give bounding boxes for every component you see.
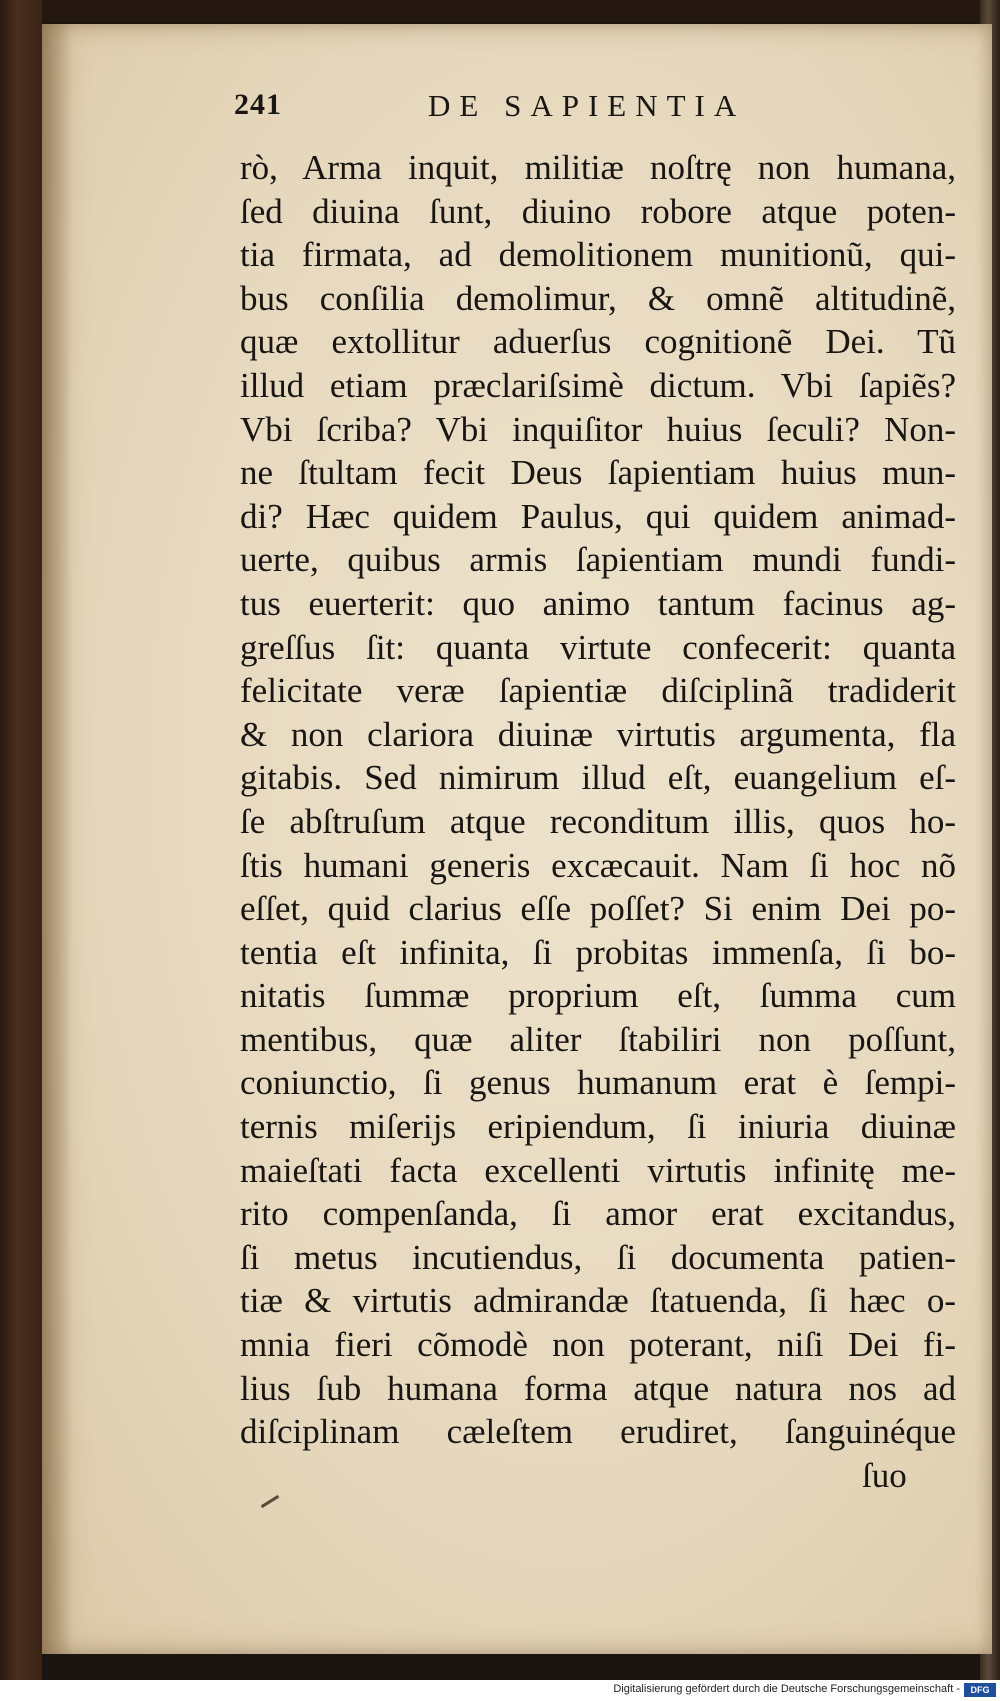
book-page: [42, 24, 992, 1654]
text-line: eſſet, quid clarius eſſe poſſet? Si enim Dei po-: [240, 889, 956, 929]
text-line: ſe abſtruſum atque reconditum illis, quos ho-: [240, 801, 956, 841]
text-line: diſciplinam cæleſtem erudiret, ſanguinéque: [240, 1412, 956, 1452]
text-line: ſi metus incutiendus, ſi documenta patien-: [240, 1237, 956, 1277]
scan-top-edge: [0, 0, 1000, 22]
text-line: illud etiam præclariſsimè dictum. Vbi ſapiẽs?: [240, 365, 956, 405]
text-line: mnia fieri cõmodè non poterant, niſi Dei fi-: [240, 1325, 956, 1365]
dfg-logo: DFG: [964, 1683, 996, 1697]
pen-mark: [261, 1495, 280, 1508]
page-number: 241: [234, 88, 282, 121]
text-line: di? Hæc quidem Paulus, qui quidem animad-: [240, 496, 956, 536]
text-line: nitatis ſummæ proprium eſt, ſumma cum: [240, 976, 956, 1016]
text-line: & non clariora diuinæ virtutis argumenta, fla: [240, 714, 956, 754]
text-line: uerte, quibus armis ſapientiam mundi fundi-: [240, 540, 956, 580]
page-header: [42, 88, 992, 138]
text-line: ſtis humani generis excæcauit. Nam ſi hoc nõ: [240, 845, 956, 885]
text-line: ſed diuina ſunt, diuino robore atque poten-: [240, 191, 956, 231]
text-line: greſſus ſit: quanta virtute confecerit: quanta: [240, 627, 956, 667]
text-line: coniunctio, ſi genus humanum erat è ſempi-: [240, 1063, 956, 1103]
text-line: lius ſub humana forma atque natura nos ad: [240, 1368, 956, 1408]
text-line: tia firmata, ad demolitionem munitionũ, qui-: [240, 235, 956, 275]
funding-credit: Digitalisierung gefördert durch die Deutsche Forschungsgemeinschaft -: [613, 1683, 960, 1695]
text-line: rò, Arma inquit, militiæ noſtrę non humana,: [240, 148, 956, 187]
text-line: rito compenſanda, ſi amor erat excitandus,: [240, 1194, 956, 1234]
gutter-shadow: [42, 24, 72, 1654]
text-line: ternis miſerijs eripiendum, ſi iniuria diuinæ: [240, 1107, 956, 1147]
text-line: felicitate veræ ſapientiæ diſciplinã tradiderit: [240, 671, 956, 711]
text-line: maieſtati facta excellenti virtutis infinitę me-: [240, 1150, 956, 1190]
text-line: tentia eſt infinita, ſi probitas immenſa, ſi bo-: [240, 932, 956, 972]
text-line: mentibus, quæ aliter ſtabiliri non poſſunt,: [240, 1019, 956, 1059]
book-binding: [0, 0, 42, 1701]
text-line: bus conſilia demolimur, & omnẽ altitudinẽ,: [240, 278, 956, 318]
digitization-footer: [0, 1680, 1000, 1701]
text-line: tiæ & virtutis admirandæ ſtatuenda, ſi hæc o-: [240, 1281, 956, 1321]
running-title: DE SAPIENTIA: [428, 88, 746, 123]
text-line: quæ extollitur aduerſus cognitionẽ Dei. Tũ: [240, 322, 956, 362]
text-line: gitabis. Sed nimirum illud eſt, euangelium eſ-: [240, 758, 956, 798]
catchword: ſuo: [862, 1456, 907, 1495]
text-line: ne ſtultam fecit Deus ſapientiam huius mun-: [240, 453, 956, 493]
text-line: Vbi ſcriba? Vbi inquiſitor huius ſeculi? Non-: [240, 409, 956, 449]
body-text: [240, 146, 956, 1454]
text-line: tus euerterit: quo animo tantum facinus ag-: [240, 583, 956, 623]
